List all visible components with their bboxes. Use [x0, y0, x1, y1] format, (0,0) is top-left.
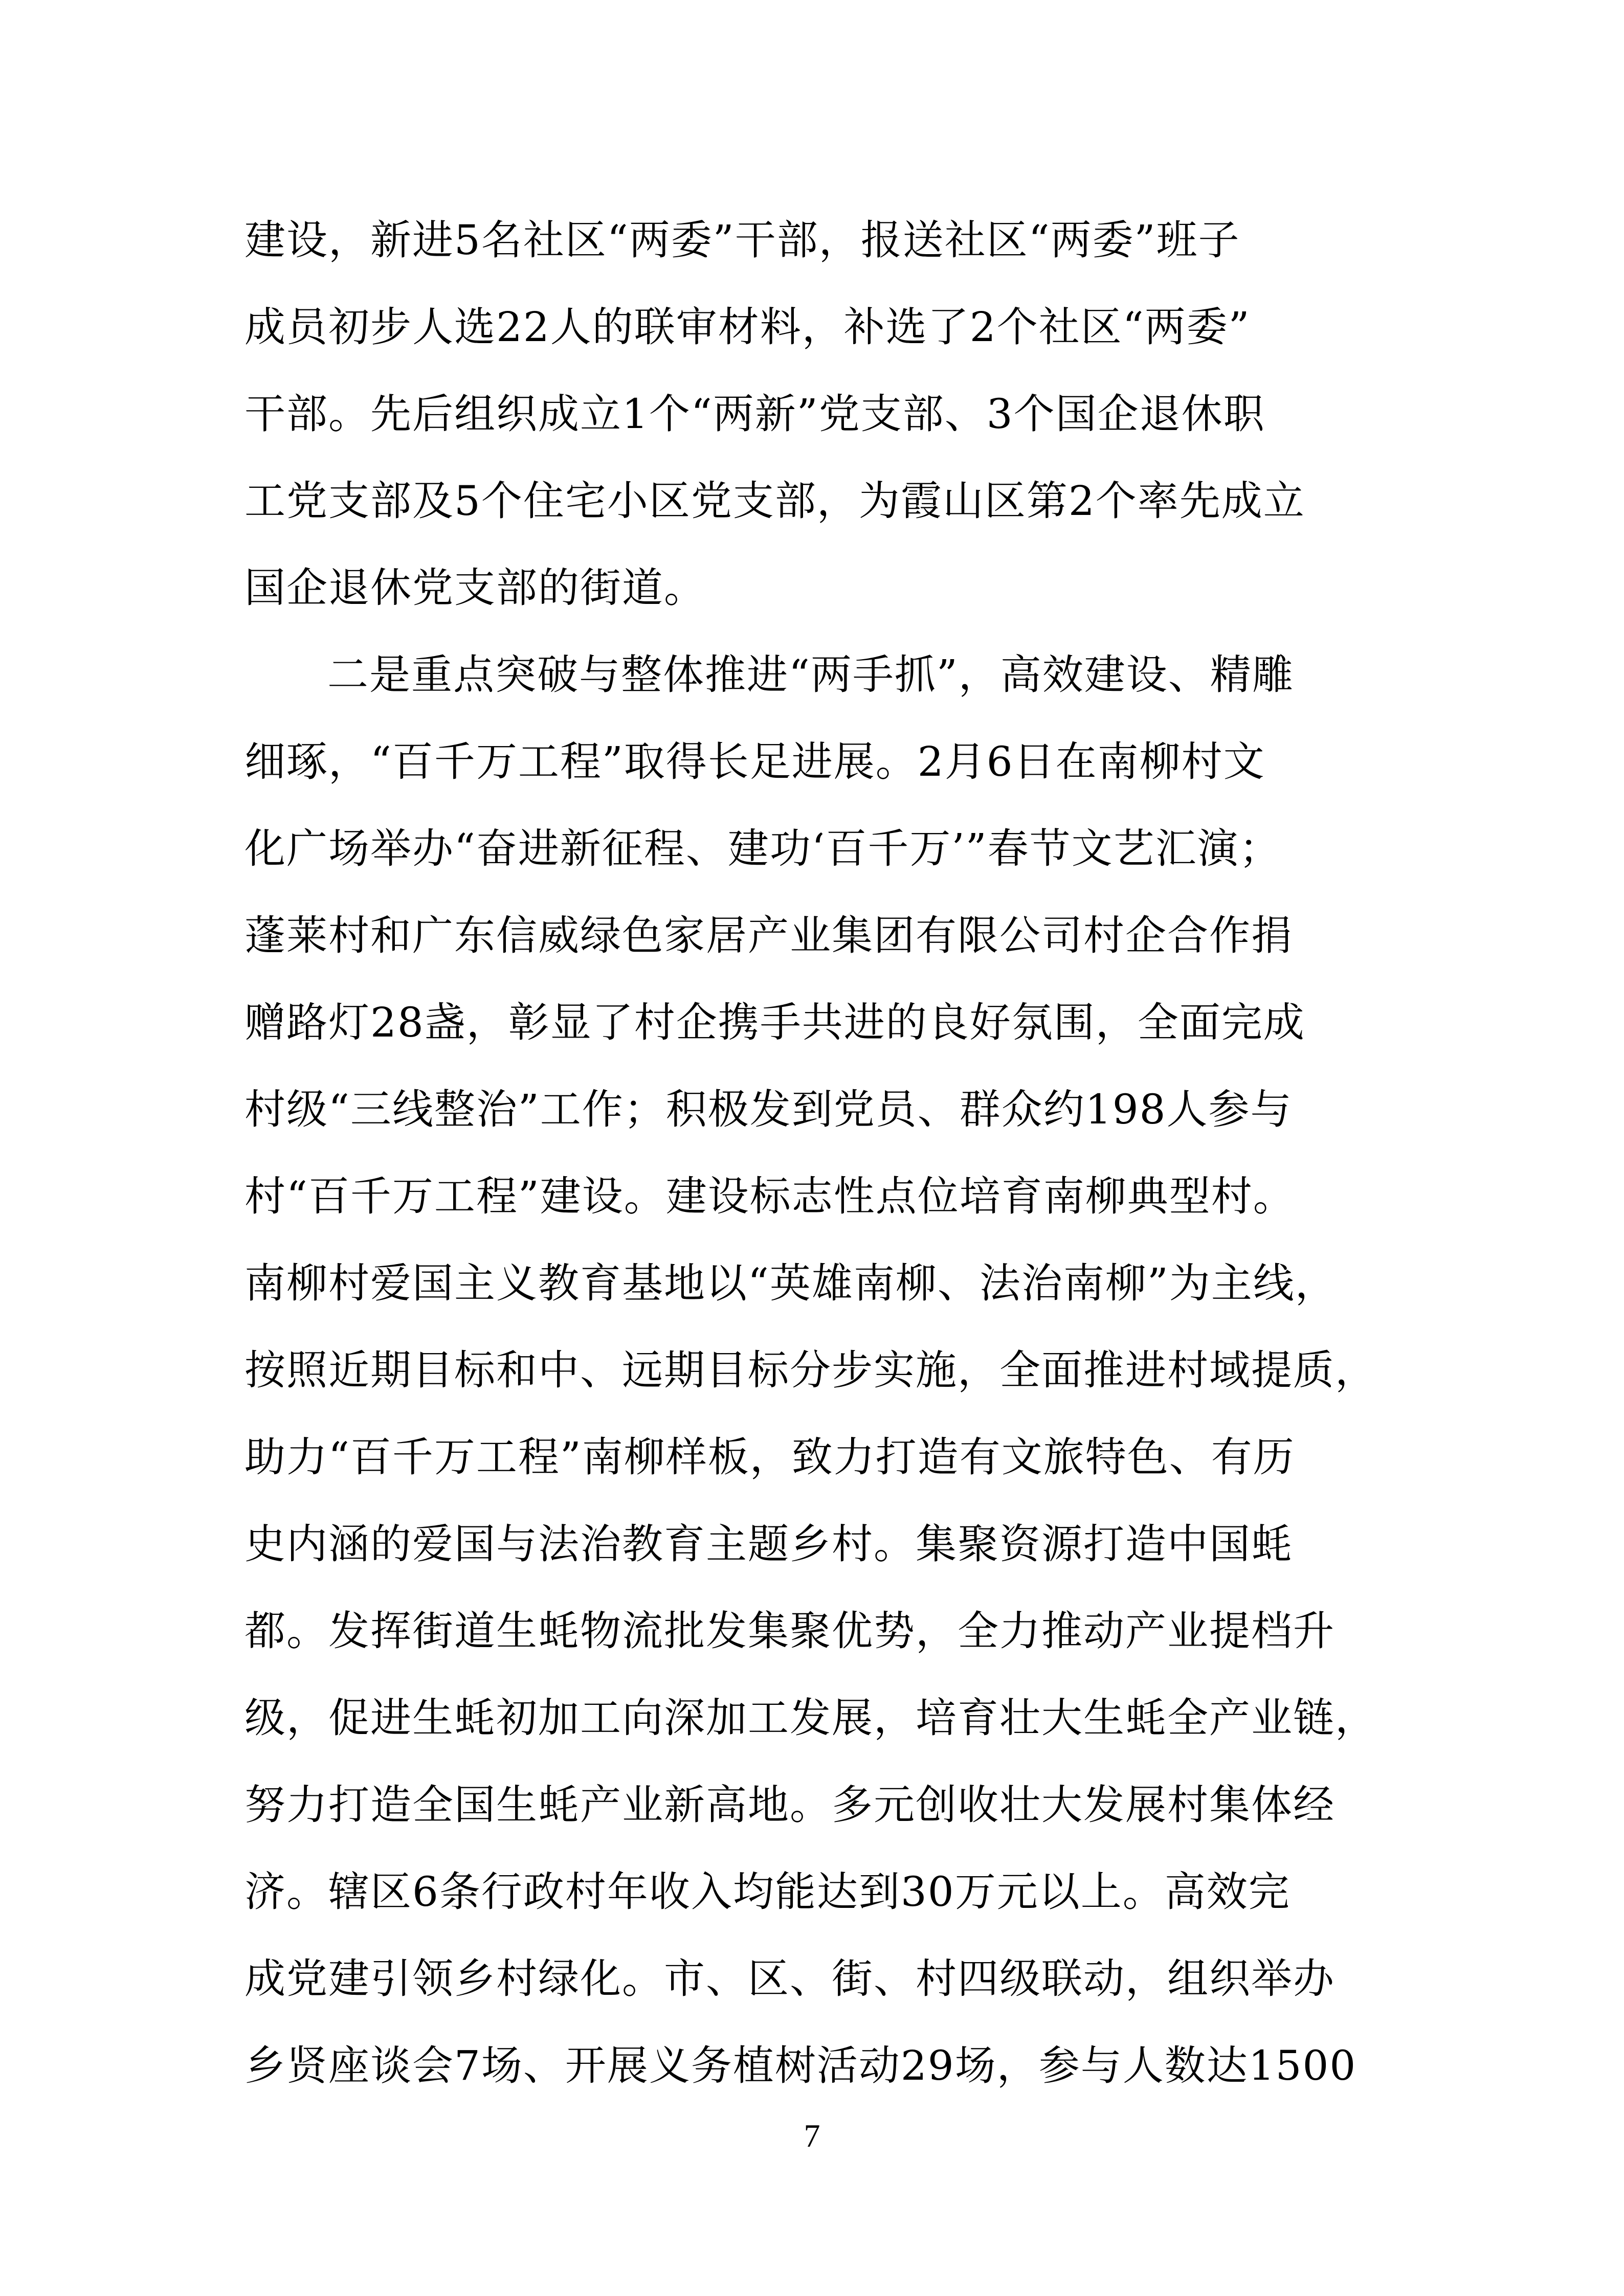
text-line: 史内涵的爱国与法治教育主题乡村。集聚资源打造中国蚝 [244, 1520, 1293, 1568]
paragraph-start-line: 二是重点突破与整体推进“两手抓”，高效建设、精雕 [327, 651, 1294, 699]
text-line: 乡贤座谈会7场、开展义务植树活动29场，参与人数达1500 [244, 2042, 1357, 2089]
text-line: 按照近期目标和中、远期目标分步实施，全面推进村域提质， [244, 1346, 1377, 1394]
text-line: 努力打造全国生蚝产业新高地。多元创收壮大发展村集体经 [244, 1781, 1335, 1829]
text-line: 都。发挥街道生蚝物流批发集聚优势，全力推动产业提档升 [244, 1607, 1335, 1655]
text-line: 村“百千万工程”建设。建设标志性点位培育南柳典型村。 [244, 1173, 1295, 1220]
page-number: 7 [804, 2118, 820, 2154]
text-line: 工党支部及5个住宅小区党支部，为霞山区第2个率先成立 [244, 477, 1305, 525]
text-line: 化广场举办“奋进新征程、建功‘百千万’”春节文艺汇演； [244, 825, 1281, 872]
text-line: 助力“百千万工程”南柳样板，致力打造有文旅特色、有历 [244, 1433, 1295, 1481]
text-line: 蓬莱村和广东信威绿色家居产业集团有限公司村企合作捐 [244, 912, 1293, 959]
text-line: 干部。先后组织成立1个“两新”党支部、3个国企退休职 [244, 390, 1265, 438]
text-line: 国企退休党支部的街道。 [244, 564, 706, 612]
text-line: 建设，新进5名社区“两委”干部，报送社区“两委”班子 [244, 216, 1240, 264]
text-line: 成党建引领乡村绿化。市、区、街、村四级联动，组织举办 [244, 1955, 1335, 2002]
text-line: 赠路灯28盏，彰显了村企携手共进的良好氛围，全面完成 [244, 999, 1305, 1046]
text-line: 村级“三线整治”工作；积极发到党员、群众约198人参与 [244, 1086, 1293, 1133]
text-line: 成员初步人选22人的联审材料，补选了2个社区“两委” [244, 303, 1251, 351]
text-line: 济。辖区6条行政村年收入均能达到30万元以上。高效完 [244, 1868, 1291, 1916]
text-line: 级，促进生蚝初加工向深加工发展，培育壮大生蚝全产业链， [244, 1694, 1377, 1742]
text-line: 南柳村爱国主义教育基地以“英雄南柳、法治南柳”为主线， [244, 1259, 1337, 1307]
text-line: 细琢，“百千万工程”取得长足进展。2月6日在南柳村文 [244, 738, 1265, 785]
